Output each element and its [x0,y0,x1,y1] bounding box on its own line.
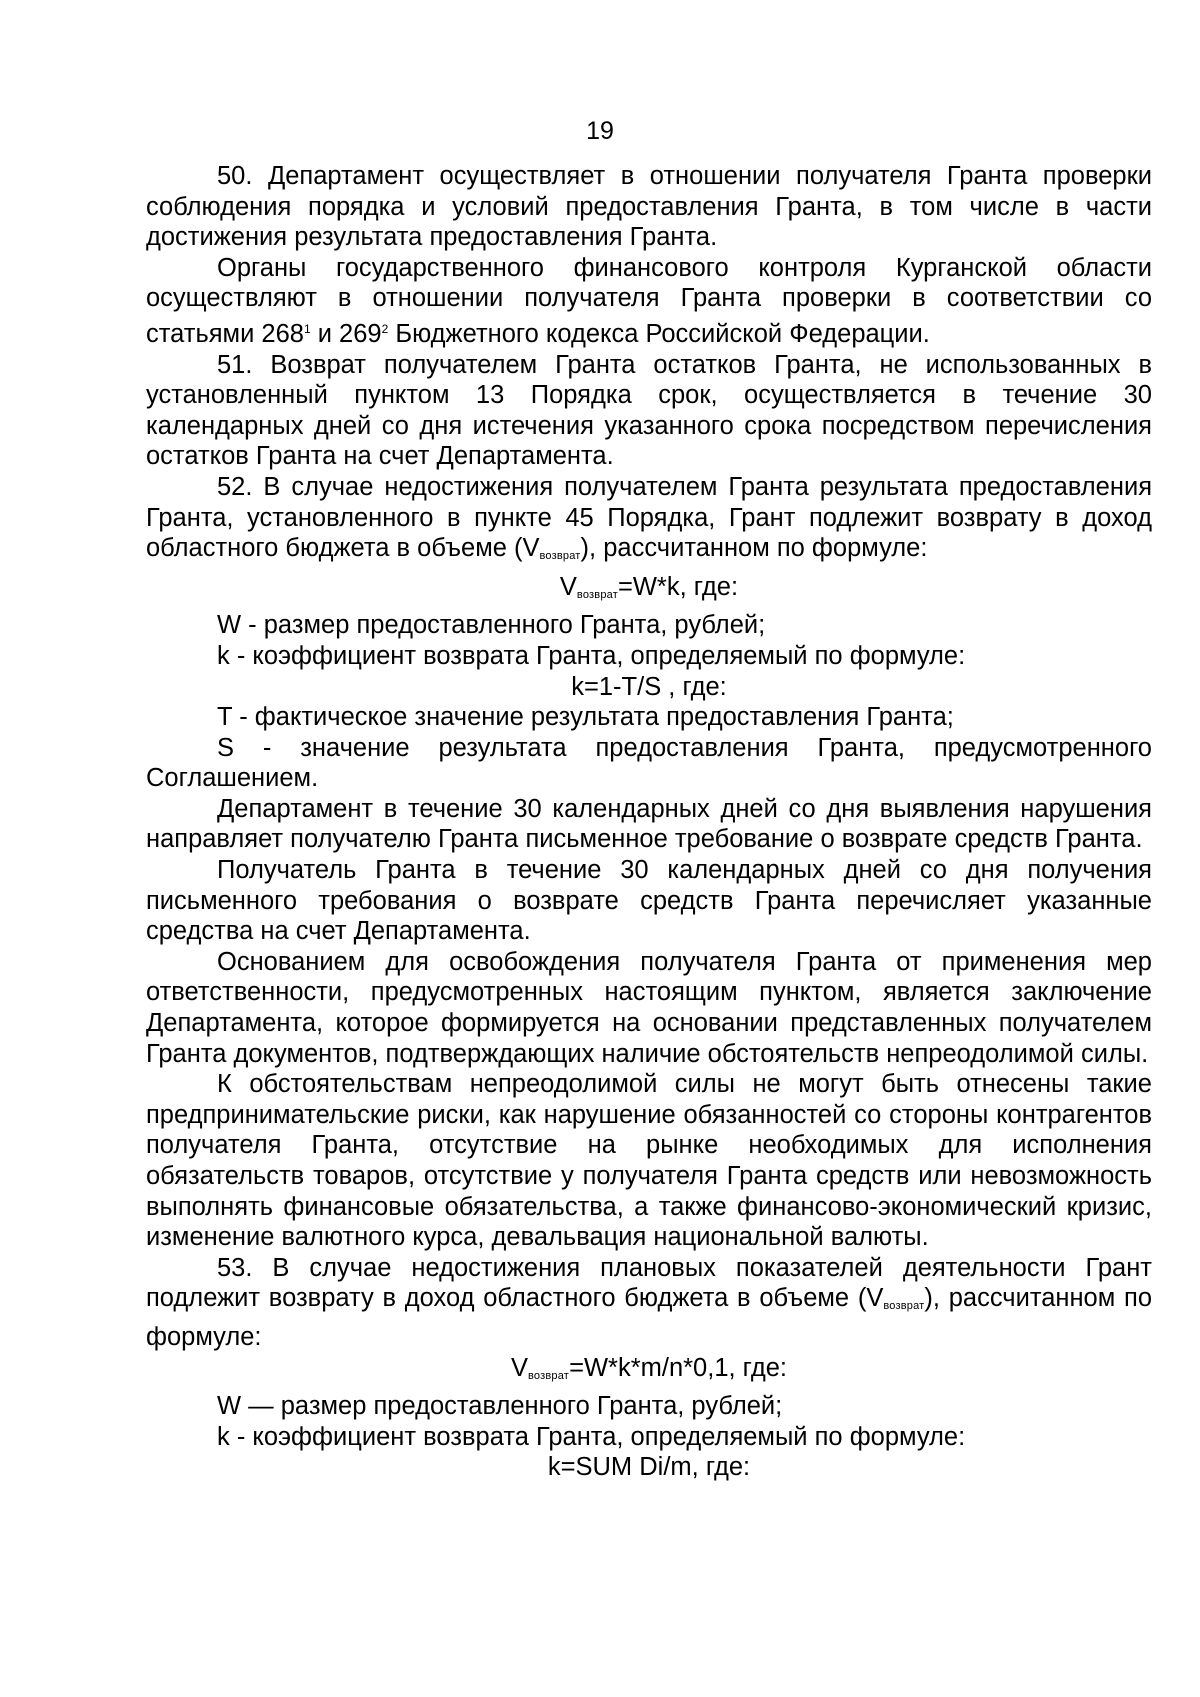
superscript: 2 [381,321,389,336]
formula-text: =W*k*m/n*0,1, где: [569,1353,787,1382]
paragraph-department-notice: Департамент в течение 30 календарных дней со дня выявления нарушения направляет получателю Гранта письменное требование о возврате средств Гранта. [146,794,1152,854]
superscript: 1 [303,321,311,336]
formula-k: k=1-T/S , где: [571,672,727,701]
formula-symbol: V [511,1353,529,1382]
subscript: возврат [539,550,581,563]
formula-v-return-2 [146,1353,1152,1392]
formula-k-sum: k=SUM Di/m, где: [547,1453,751,1482]
paragraph-50-control [146,253,1152,350]
paragraph-recipient-return: Получатель Гранта в течение 30 календарных дней со дня получения письменного требования о возврате средств Гранта перечисляет указанные средства на счет Департамента. [146,856,1152,946]
definition-w-2: W — размер предоставленного Гранта, рублей; [217,1392,783,1421]
formula-v-return [146,572,1152,611]
text-run: 53. В случае недостижения плановых показателей деятельности Грант подлежит возврату в доход областного бюджета в объеме (V [146,1253,1152,1313]
text-run: Бюджетного кодекса Российской Федерации. [388,319,930,348]
definition-t: T - фактическое значение результата предоставления Гранта; [217,703,954,732]
page-number: 19 [586,117,614,145]
formula-text: =W*k, где: [617,572,739,601]
subscript: возврат [576,588,618,601]
text-run: и 269 [310,319,382,348]
paragraph-52 [146,472,1152,572]
paragraph-exemption-basis: Основанием для освобождения получателя Гранта от применения мер ответственности, предусмотренных настоящим пунктом, является заключение Департамента, которое формируется на основании представленных получателем Гранта документов, подтверждающих наличие обстоятельств непреодолимой силы. [146,947,1152,1068]
definition-w: W - размер предоставленного Гранта, рублей; [217,611,766,640]
paragraph-53 [146,1253,1152,1353]
text-run: 52. В случае недостижения получателем Гранта результата предоставления Гранта, установленного в пункте 45 Порядка, Грант подлежит возврату в доход областного бюджета в объеме (V [146,472,1152,563]
subscript: возврат [528,1369,570,1382]
paragraph-50: 50. Департамент осуществляет в отношении получателя Гранта проверки соблюдения порядка и условий предоставления Гранта, в том числе в части достижения результата предоставления Гранта. [146,162,1152,252]
definition-s: S - значение результата предоставления Гранта, предусмотренного Соглашением. [146,733,1152,793]
paragraph-51: 51. Возврат получателем Гранта остатков Гранта, не использованных в установленный пунктом 13 Порядка срок, осуществляется в течение 30 календарных дней со дня истечения указанного срока посредством перечисления остатков Гранта на счет Департамента. [146,350,1152,471]
definition-k-2: k - коэффициент возврата Гранта, определяемый по формуле: [217,1422,966,1451]
text-run: Органы государственного финансового контроля Курганской области осуществляют в отношении получателя Гранта проверки в соответствии со статьями 268 [146,253,1152,348]
text-run: ), рассчитанном по формуле: [580,534,928,563]
subscript: возврат [883,1300,925,1313]
text-run: ), рассчитанном по формуле: [146,1284,1152,1351]
paragraph-force-majeure: К обстоятельствам непреодолимой силы не могут быть отнесены такие предпринимательские риски, как нарушение обязанностей со стороны контрагентов получателя Гранта, отсутствие на рынке необходимых для исполнения обязательств товаров, отсутствие у получателя Гранта средств или невозможность выполнять финансовые обязательства, а также финансово-экономический кризис, изменение валютного курса, девальвация национальной валюты. [146,1070,1152,1252]
definition-k: k - коэффициент возврата Гранта, определяемый по формуле: [217,641,966,670]
document-body [146,161,1152,1483]
formula-symbol: V [559,572,577,601]
